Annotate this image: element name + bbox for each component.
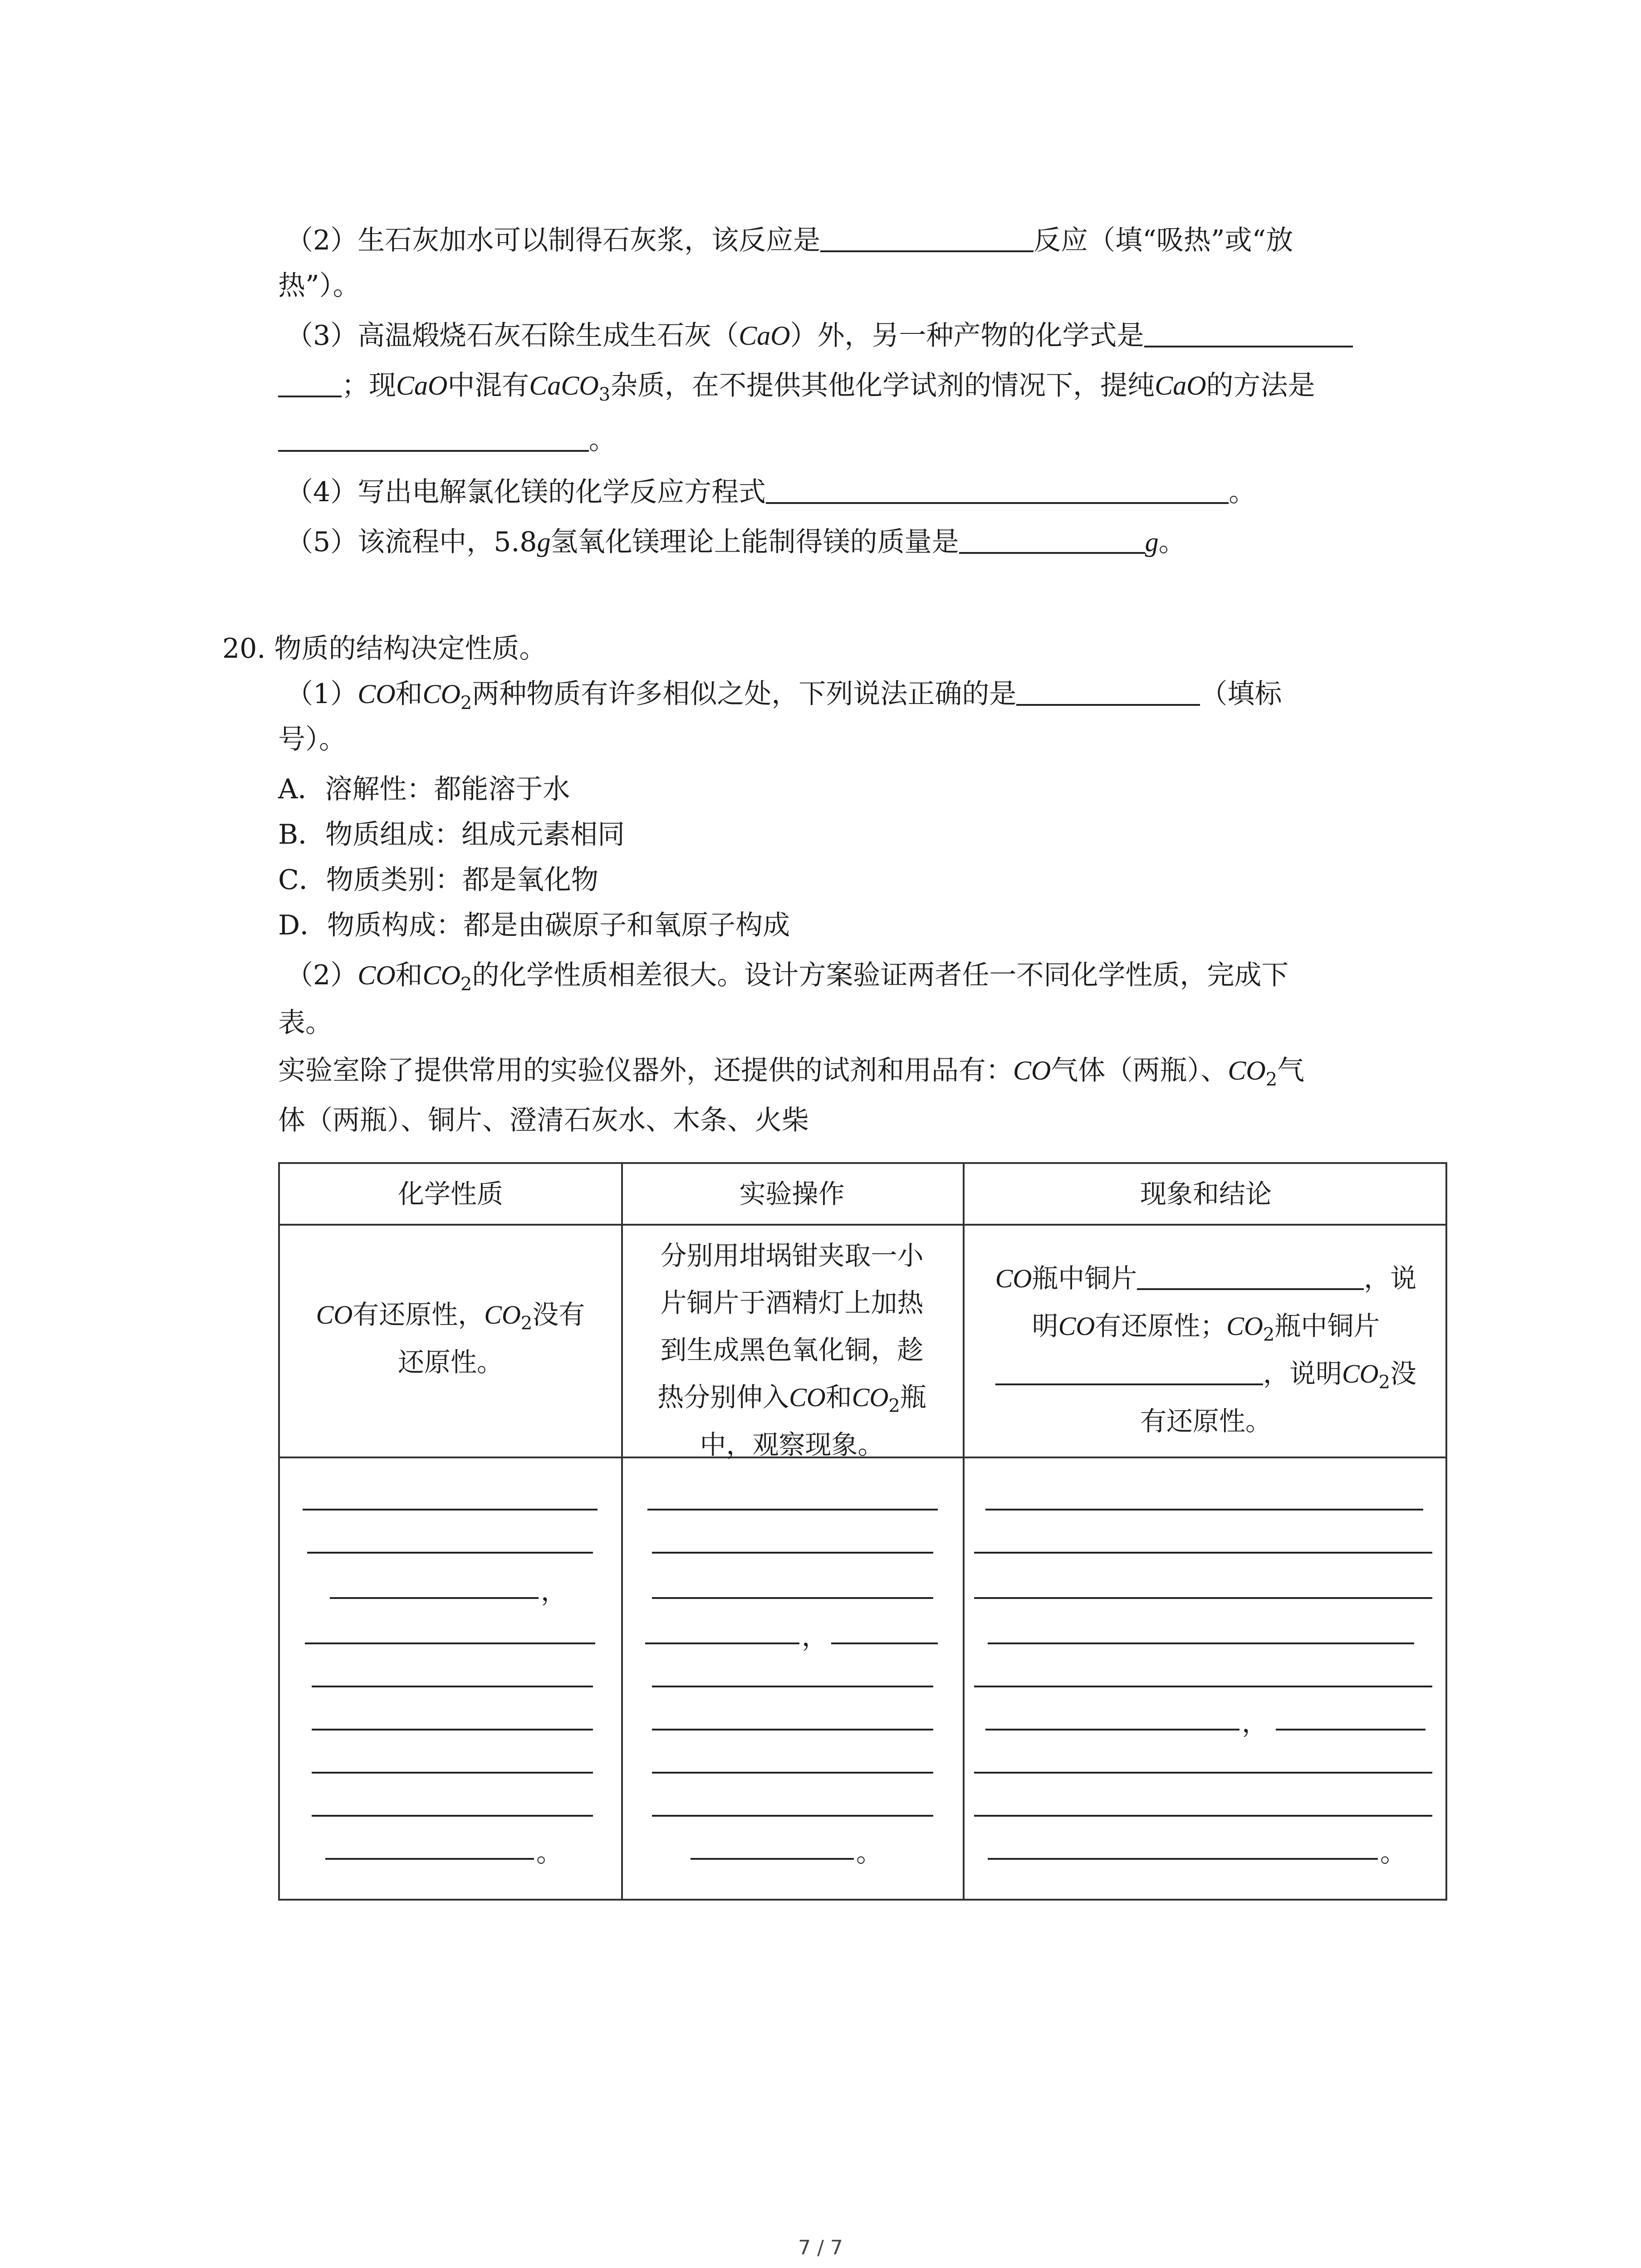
row2-col1-comma: ，: [541, 1576, 568, 1607]
row2-col3-answer-line[interactable]: [988, 1858, 1378, 1860]
row1-phenomenon-conclusion: CO瓶中铜片 ，说 明CO有还原性；$CO_2$瓶中铜片 ，说明$CO_2$没 有还原性。: [963, 1255, 1449, 1445]
page-number: 7 / 7: [798, 2236, 843, 2259]
q19-part3-line2: ；现CaO中混有CaCO$_3$杂质，在不提供其他化学试剂的情况下，提纯CaO的方法是: [278, 367, 1315, 404]
row2-col1-answer-line[interactable]: [307, 1552, 593, 1554]
row2-col2-answer-line[interactable]: [645, 1642, 799, 1644]
header-phenomenon-conclusion: 现象和结论: [1140, 1178, 1272, 1209]
row1-copper-co-blank[interactable]: [1137, 1261, 1364, 1290]
q19-part3-blank-2[interactable]: [278, 423, 589, 452]
experiment-table: [278, 1162, 1447, 1901]
q20-part1-blank[interactable]: [1016, 677, 1200, 706]
row2-col1-answer-line[interactable]: [303, 1509, 598, 1510]
q20-title: 20. 物质的结构决定性质。: [222, 633, 547, 665]
row2-col1-period: 。: [536, 1837, 563, 1868]
row2-col2-answer-line[interactable]: [691, 1858, 854, 1860]
row2-col3-answer-line[interactable]: [988, 1642, 1414, 1644]
table-row-divider-1: [280, 1224, 1445, 1226]
row2-col2-answer-line[interactable]: [652, 1729, 933, 1730]
q19-part3-blank-1a[interactable]: [1144, 318, 1353, 347]
q19-part4-line: （4）写出电解氯化镁的化学反应方程式 。: [286, 474, 1256, 510]
row2-col2-answer-line[interactable]: [652, 1552, 933, 1554]
row2-col1-answer-line[interactable]: [312, 1772, 593, 1774]
row2-col3-answer-line[interactable]: [974, 1686, 1432, 1687]
row2-col1-answer-line[interactable]: [312, 1729, 593, 1730]
q19-part2-blank[interactable]: [820, 223, 1034, 252]
row2-col3-answer-line[interactable]: [974, 1597, 1432, 1599]
row1-experiment-operation: 分别用坩埚钳夹取一小 片铜片于酒精灯上加热 到生成黑色氧化铜，趁 热分别伸入CO和$CO_2$瓶 中，观察现象。: [657, 1240, 926, 1460]
row2-col2-answer-line[interactable]: [652, 1597, 933, 1599]
q19-part3-blank-1b[interactable]: [278, 368, 342, 397]
q20-lab-line1: 实验室除了提供常用的实验仪器外，还提供的试剂和用品有：CO气体（两瓶）、$CO_2$气: [278, 1055, 1305, 1090]
q19-part5-blank[interactable]: [959, 525, 1145, 554]
row2-col1-answer-line[interactable]: [330, 1597, 539, 1599]
header-experiment-operation: 实验操作: [739, 1178, 845, 1209]
row2-col3-answer-line[interactable]: [974, 1552, 1432, 1554]
q20-option-a: A．溶解性：都能溶于水: [278, 773, 570, 805]
row2-col1-answer-line[interactable]: [312, 1686, 593, 1687]
header-chemical-property: 化学性质: [397, 1178, 503, 1209]
row1-chemical-property: CO有还原性，$CO_2$没有 还原性。: [316, 1299, 585, 1378]
row2-col1-answer-line[interactable]: [312, 1815, 593, 1817]
row2-col2-answer-line[interactable]: [652, 1772, 933, 1774]
q20-option-c: C．物质类别：都是氧化物: [278, 864, 598, 896]
row2-col3-period: 。: [1380, 1837, 1407, 1868]
row2-col1-answer-line[interactable]: [325, 1858, 534, 1860]
q20-option-d: D．物质构成：都是由碳原子和氧原子构成: [278, 909, 790, 941]
q19-part3-line3: 。: [278, 422, 616, 458]
row2-col3-answer-line[interactable]: [974, 1772, 1432, 1774]
q20-part2-line1: （2）CO和$CO_2$的化学性质相差很大。设计方案验证两者任一不同化学性质，完成下: [286, 959, 1289, 995]
q19-part5-line: （5）该流程中，5.8g氢氧化镁理论上能制得镁的质量是 g。: [286, 524, 1186, 560]
q20-lab-line2: 体（两瓶）、铜片、澄清石灰水、木条、火柴: [278, 1105, 809, 1136]
row2-col3-answer-line[interactable]: [985, 1729, 1239, 1730]
row2-col2-answer-line[interactable]: [652, 1686, 933, 1687]
row2-col2-answer-line[interactable]: [647, 1509, 938, 1510]
row2-col3-answer-line[interactable]: [985, 1509, 1423, 1510]
q20-part1-line2: 号）。: [278, 723, 346, 755]
q19-part3-line1: （3）高温煅烧石灰石除生成生石灰（CaO）外，另一种产物的化学式是: [286, 318, 1353, 354]
row2-col2-answer-line[interactable]: [831, 1642, 938, 1644]
q20-part2-line2: 表。: [278, 1007, 333, 1039]
q20-part1-line1: （1）CO和$CO_2$两种物质有许多相似之处，下列说法正确的是 （填标: [286, 676, 1282, 712]
row2-col1-answer-line[interactable]: [305, 1642, 595, 1644]
row2-col2-period: 。: [856, 1837, 883, 1868]
q19-part4-blank[interactable]: [766, 475, 1229, 504]
row2-col3-answer-line[interactable]: [1276, 1729, 1425, 1730]
row2-col3-comma: ，: [1242, 1707, 1269, 1738]
q19-part2-line2: 热”）。: [278, 270, 360, 302]
row2-col3-answer-line[interactable]: [974, 1815, 1432, 1817]
row1-copper-co2-blank[interactable]: [995, 1356, 1263, 1385]
row2-col2-comma: ，: [802, 1621, 828, 1652]
q20-option-b: B．物质组成：组成元素相同: [278, 819, 625, 850]
q19-part2-line1: （2）生石灰加水可以制得石灰浆，该反应是 反应（填“吸热”或“放: [286, 222, 1293, 259]
row2-col2-answer-line[interactable]: [652, 1815, 933, 1817]
